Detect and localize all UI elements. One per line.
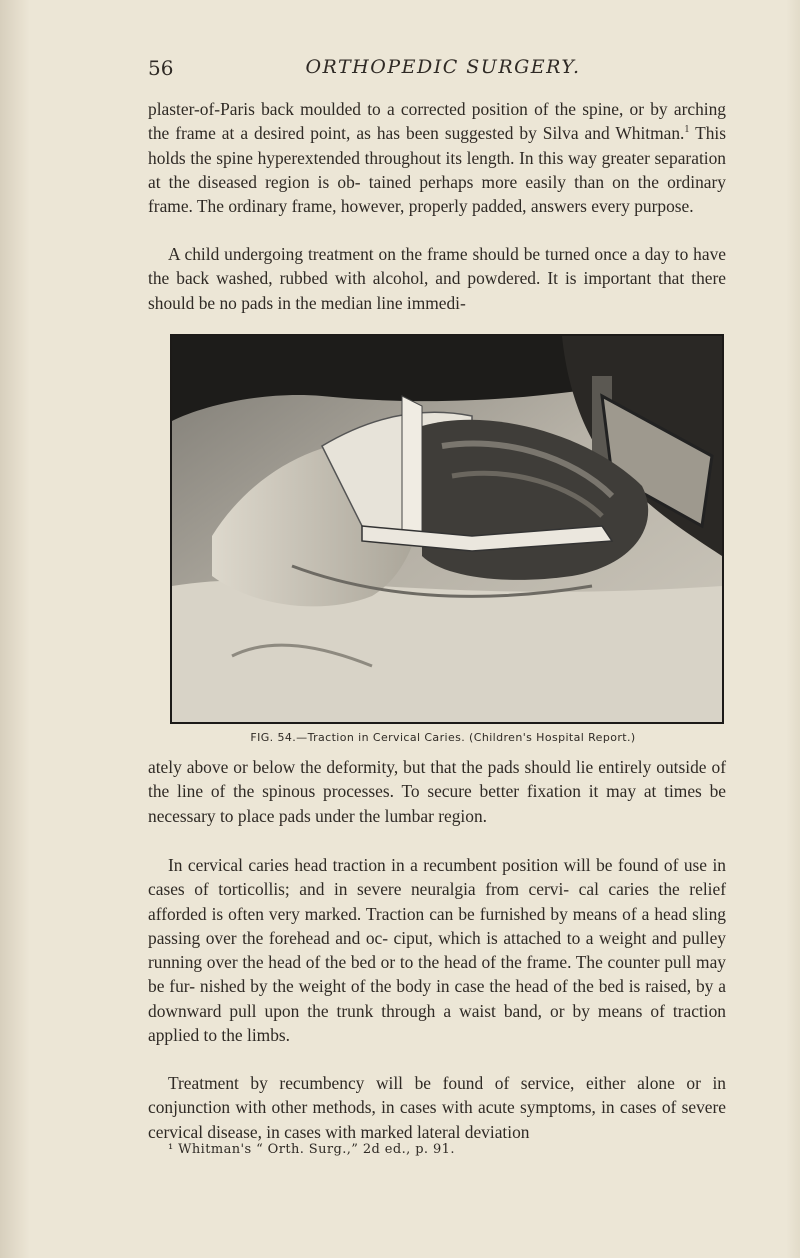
paragraph-1-text-b: This holds the spine hyperextended throughout its length. In this way greater separation at the diseased region is ob- tained perhaps more easily than on the ordinary frame. The ordinary frame, however, properly padded, answers every purpose. bbox=[148, 123, 727, 217]
page-edge-left bbox=[0, 0, 30, 1258]
figure-caption: FIG. 54.—Traction in Cervical Caries. (Children's Hospital Report.) bbox=[250, 731, 636, 744]
paragraph-5: Treatment by recumbency will be found of service, either alone or in conjunction with other methods, in cases with acute symptoms, in cases of severe cervical disease, in cases with marked lateral deviation bbox=[148, 1073, 726, 1142]
running-head bbox=[148, 56, 738, 86]
page-number: 56 bbox=[148, 56, 174, 80]
photo-traction-illustration bbox=[172, 336, 722, 722]
paragraph-3: ately above or below the deformity, but that the pads should lie entirely outside of the line of the spinous processes. To secure better fixation it may at times be necessary to place pads under the lumbar region. bbox=[148, 757, 726, 826]
footnote: ¹ Whitman's “ Orth. Surg.,” 2d ed., p. 91. bbox=[168, 1142, 455, 1157]
paragraph-4: In cervical caries head traction in a recumbent position will be found of use in cases of torticollis; and in severe neuralgia from cervi- cal caries the relief afforded is often very marked. Traction can be furnished by means of a head sling passing over the forehead and oc- ciput, which is attached to a weight and pulley running over the head of the bed or to the head of the frame. The counter pull may be fur- nished by the weight of the body in case the head of the bed is raised, by a downward pull upon the trunk through a waist band, or by means of traction applied to the limbs. bbox=[148, 855, 726, 1046]
paragraph-2: A child undergoing treatment on the frame should be turned once a day to have the back washed, rubbed with alcohol, and powdered. It is important that there should be no pads in the median line immedi- bbox=[148, 244, 726, 313]
footnote-reference: 1 bbox=[684, 124, 690, 136]
paragraph-1-text-a: plaster-of-Paris back moulded to a corrected position of the spine, or by arching the frame at a desired point, as has been suggested by Silva and Whitman. bbox=[148, 99, 726, 144]
figure-photograph bbox=[170, 334, 724, 724]
paragraph-1 bbox=[148, 97, 726, 218]
page-edge-right bbox=[786, 0, 800, 1258]
running-title: ORTHOPEDIC SURGERY. bbox=[305, 56, 581, 78]
